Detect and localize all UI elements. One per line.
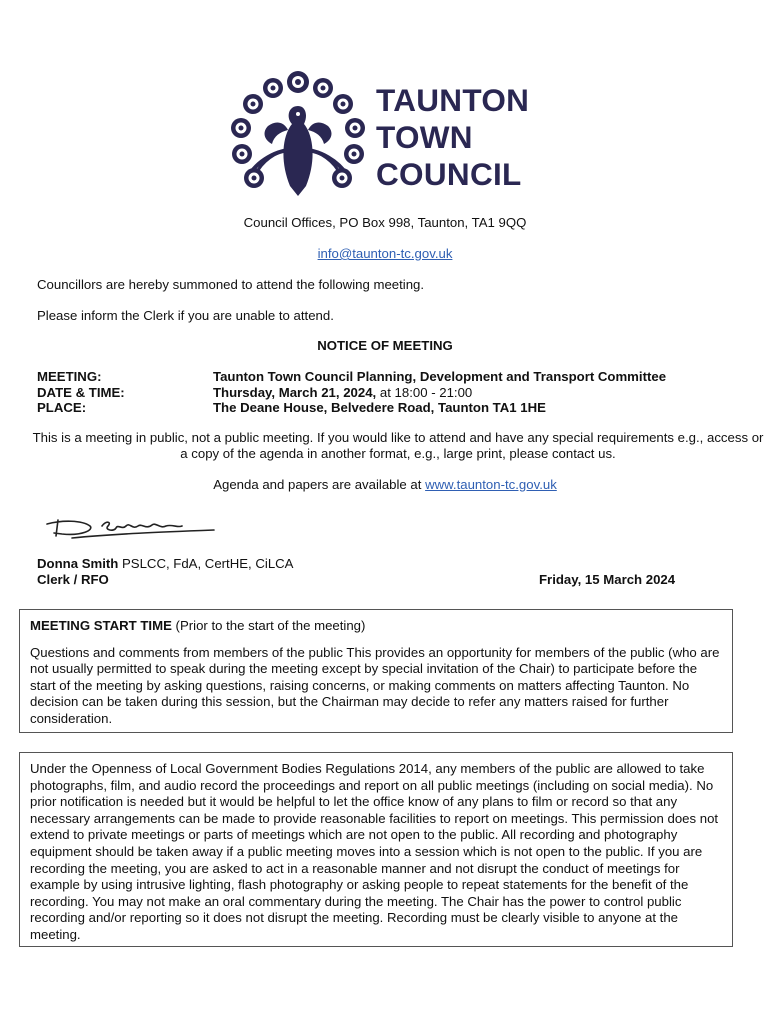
logo-line-3: COUNCIL bbox=[376, 156, 522, 192]
agenda-line bbox=[0, 477, 770, 492]
details-values bbox=[213, 369, 666, 416]
clerk-role: Clerk / RFO bbox=[37, 572, 109, 587]
clerk-name: Donna Smith bbox=[37, 556, 119, 571]
logo-line-1: TAUNTON bbox=[376, 82, 530, 118]
start-box-body: Questions and comments from members of the public This provides an opportunity for members of the public (who are not usually permitted to speak during the meeting except by special invitation of the Chair) to participate before the start of the meeting by asking questions, raising concerns, or making comments on matters affecting Taunton. No decision can be taken during this session, but the Chairman may decide to refer any matters raised for further consideration. bbox=[30, 644, 720, 726]
logo-wordmark bbox=[376, 82, 529, 193]
clerk-qualifications: PSLCC, FdA, CertHE, CiLCA bbox=[118, 556, 294, 571]
start-box-heading-note: (Prior to the start of the meeting) bbox=[171, 618, 366, 633]
email-line bbox=[0, 246, 770, 261]
datetime-label: DATE & TIME: bbox=[37, 384, 125, 400]
council-address: Council Offices, PO Box 998, Taunton, TA1 9QQ bbox=[243, 215, 527, 230]
place-value: The Deane House, Belvedere Road, Taunton TA1 1HE bbox=[213, 400, 546, 415]
inform-text: Please inform the Clerk if you are unable to attend. bbox=[37, 308, 334, 323]
meeting-start-box bbox=[19, 609, 733, 733]
datetime-date: Thursday, March 21, 2024, bbox=[213, 384, 377, 400]
place-label: PLACE: bbox=[37, 400, 87, 415]
signoff-block bbox=[37, 556, 293, 588]
public-meeting-note: This is a meeting in public, not a public meeting. If you would like to attend and have any special requirements e.g., access or a copy of the agenda in another format, e.g., large print, please contact us. bbox=[32, 430, 764, 461]
datetime-value bbox=[213, 385, 666, 401]
logo-line-2: TOWN bbox=[376, 119, 473, 155]
start-box-heading: MEETING START TIME bbox=[30, 618, 172, 633]
meeting-label: MEETING: bbox=[37, 369, 102, 384]
peacock-emblem-icon bbox=[228, 66, 368, 202]
details-labels bbox=[37, 369, 125, 416]
openness-regulations-box bbox=[19, 752, 733, 947]
notice-heading: NOTICE OF MEETING bbox=[317, 338, 453, 353]
email-link[interactable]: info@taunton-tc.gov.uk bbox=[317, 246, 453, 261]
meeting-value: Taunton Town Council Planning, Development and Transport Committee bbox=[213, 369, 667, 384]
clerk-signature bbox=[42, 514, 217, 542]
signoff-name-line bbox=[37, 556, 293, 572]
openness-body: Under the Openness of Local Government Bodies Regulations 2014, any members of the public are allowed to take photographs, film, and audio record the proceedings and report on all public meetings (including on social media). No prior notification is needed but it would be helpful to let the office know of any plans to film or record so that any necessary arrangements can be made to provide reasonable facilities to report on meetings. This permission does not extend to private meetings or parts of meetings which are not open to the public. All recording and photography equipment should be taken away if a public meeting moves into a session which is not open to the public. If you are recording the meeting, you are asked to act in a reasonable manner and not disrupt the conduct of meetings for example by using intrusive lighting, flash photography or asking people to repeat statements for the benefit of the recording. You may not make an oral commentary during the meeting. The Chair has the power to control public recording and/or reporting so it does not disrupt the meeting. Recording must be clearly visible to anyone at the meeting. bbox=[30, 761, 719, 942]
signoff-date: Friday, 15 March 2024 bbox=[539, 572, 676, 587]
summons-text: Councillors are hereby summoned to attend the following meeting. bbox=[37, 277, 425, 292]
datetime-time: at 18:00 - 21:00 bbox=[376, 384, 473, 400]
agenda-text: Agenda and papers are available at bbox=[213, 477, 426, 492]
agenda-link[interactable]: www.taunton-tc.gov.uk bbox=[425, 477, 557, 492]
